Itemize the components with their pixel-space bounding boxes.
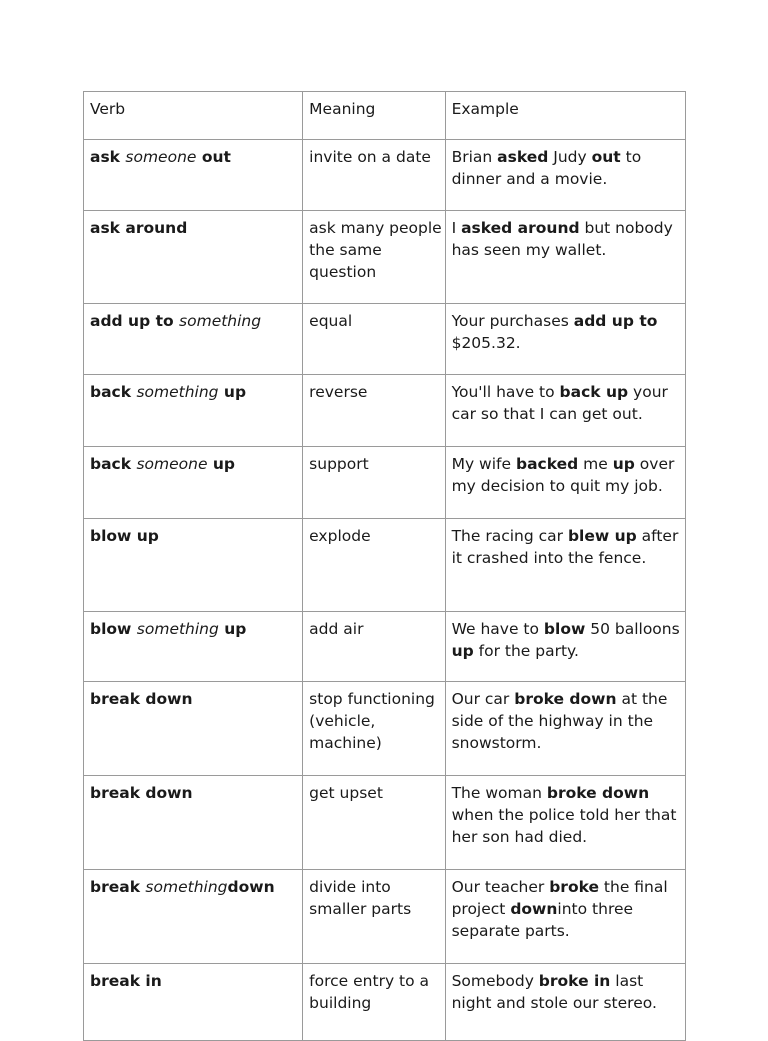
verb-text-segment: something <box>136 383 219 401</box>
table-row <box>84 447 686 519</box>
header-meaning: Meaning <box>303 92 445 140</box>
meaning-cell: reverse <box>303 375 445 447</box>
header-example: Example <box>445 92 685 140</box>
example-text-segment: into three separate parts. <box>451 900 634 940</box>
verb-cell <box>84 304 303 375</box>
verb-cell <box>84 519 303 612</box>
example-text-segment: backed <box>515 455 579 473</box>
verb-text-segment: down <box>227 878 275 896</box>
example-text-segment: broke down <box>546 784 650 802</box>
meaning-cell: divide into smaller parts <box>303 870 445 964</box>
example-text-segment: down <box>510 900 558 918</box>
table-row <box>84 211 686 304</box>
table-row <box>84 612 686 682</box>
verb-text-segment: someone <box>125 148 197 166</box>
example-cell <box>445 447 685 519</box>
example-cell <box>445 682 685 776</box>
example-text-segment: Judy <box>548 148 592 166</box>
verb-text-segment: up <box>218 383 247 401</box>
meaning-cell: equal <box>303 304 445 375</box>
example-text-segment: up <box>451 642 474 660</box>
meaning-cell: stop functioning (vehicle, machine) <box>303 682 445 776</box>
table-row <box>84 776 686 870</box>
verb-cell <box>84 211 303 304</box>
example-text-segment: Brian <box>451 148 498 166</box>
example-text-segment: broke down <box>514 690 617 708</box>
verb-text-segment: break down <box>90 690 193 708</box>
example-text-segment: The woman <box>451 784 547 802</box>
example-text-segment: Our car <box>451 690 515 708</box>
example-text-segment: blew up <box>567 527 637 545</box>
example-text-segment: I <box>451 219 462 237</box>
example-cell <box>445 612 685 682</box>
example-text-segment: at the side of the highway in the snowstorm. <box>451 690 668 752</box>
meaning-cell: get upset <box>303 776 445 870</box>
example-text-segment: to dinner and a movie. <box>451 148 642 188</box>
verb-text-segment: break in <box>90 972 162 990</box>
table-header-row <box>84 92 686 140</box>
phrasal-verbs-table <box>83 91 686 1041</box>
table-row <box>84 682 686 776</box>
meaning-cell: explode <box>303 519 445 612</box>
verb-cell <box>84 375 303 447</box>
table-row <box>84 870 686 964</box>
verb-text-segment: something <box>145 878 228 896</box>
verb-text-segment: out <box>196 148 231 166</box>
example-cell <box>445 211 685 304</box>
table-row <box>84 375 686 447</box>
verb-text-segment: blow <box>90 620 137 638</box>
example-text-segment: You'll have to <box>451 383 560 401</box>
example-cell <box>445 519 685 612</box>
verb-text-segment: add up to <box>90 312 180 330</box>
table-row <box>84 964 686 1041</box>
example-text-segment: Somebody <box>451 972 539 990</box>
verb-text-segment: up <box>218 620 247 638</box>
example-cell <box>445 964 685 1041</box>
verb-cell <box>84 682 303 776</box>
verb-cell <box>84 964 303 1041</box>
verb-text-segment: something <box>136 620 219 638</box>
verb-text-segment: something <box>179 312 262 330</box>
example-text-segment: out <box>591 148 621 166</box>
meaning-cell: force entry to a building <box>303 964 445 1041</box>
verb-text-segment: back <box>90 455 137 473</box>
verb-text-segment: ask <box>90 148 126 166</box>
example-cell <box>445 776 685 870</box>
example-text-segment: me <box>578 455 613 473</box>
meaning-cell: support <box>303 447 445 519</box>
verb-cell <box>84 776 303 870</box>
example-text-segment: up <box>612 455 635 473</box>
verb-cell <box>84 447 303 519</box>
meaning-cell: add air <box>303 612 445 682</box>
meaning-cell: ask many people the same question <box>303 211 445 304</box>
table-row <box>84 140 686 211</box>
table-row <box>84 304 686 375</box>
example-text-segment: Your purchases <box>451 312 574 330</box>
example-text-segment: My wife <box>451 455 516 473</box>
verb-text-segment: someone <box>136 455 208 473</box>
example-text-segment: Our teacher <box>451 878 550 896</box>
example-text-segment: the final project <box>451 878 668 918</box>
example-text-segment: We have to <box>451 620 544 638</box>
example-text-segment: broke <box>549 878 599 896</box>
example-text-segment: asked <box>497 148 549 166</box>
verb-cell <box>84 140 303 211</box>
example-text-segment: last night and stole our stereo. <box>451 972 657 1012</box>
example-text-segment: blow <box>543 620 586 638</box>
table-row <box>84 519 686 612</box>
example-text-segment: over my decision to quit my job. <box>451 455 675 495</box>
example-cell <box>445 375 685 447</box>
example-text-segment: but nobody has seen my wallet. <box>451 219 673 259</box>
verb-cell <box>84 612 303 682</box>
verb-cell <box>84 870 303 964</box>
verb-text-segment: break down <box>90 784 193 802</box>
example-text-segment: broke in <box>538 972 611 990</box>
verb-text-segment: ask around <box>90 219 188 237</box>
example-text-segment: back up <box>559 383 629 401</box>
verb-text-segment: back <box>90 383 137 401</box>
example-text-segment: for the party. <box>473 642 579 660</box>
verb-text-segment: blow up <box>90 527 159 545</box>
example-text-segment: when the police told her that her son had died. <box>451 806 677 846</box>
header-verb: Verb <box>84 92 303 140</box>
meaning-cell: invite on a date <box>303 140 445 211</box>
example-text-segment: 50 balloons <box>585 620 680 638</box>
example-text-segment: your car so that I can get out. <box>451 383 668 423</box>
example-text-segment: $205.32. <box>451 334 521 352</box>
example-text-segment: asked around <box>461 219 580 237</box>
example-cell <box>445 304 685 375</box>
verb-text-segment: up <box>207 455 236 473</box>
example-text-segment: The racing car <box>451 527 568 545</box>
verb-text-segment: break <box>90 878 146 896</box>
example-text-segment: add up to <box>573 312 658 330</box>
example-text-segment: after it crashed into the fence. <box>451 527 679 567</box>
example-cell <box>445 870 685 964</box>
example-cell <box>445 140 685 211</box>
